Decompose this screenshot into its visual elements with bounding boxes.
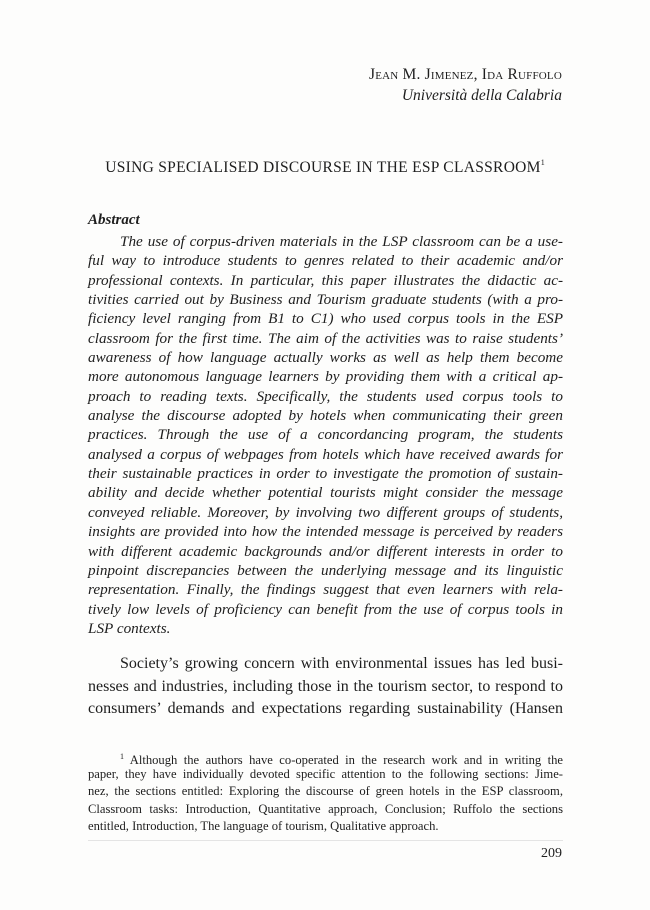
abstract-line: insights are provided into how the intended message is perceived by readers	[88, 523, 563, 541]
article-title-text: USING SPECIALISED DISCOURSE IN THE ESP CLASSROOM	[105, 159, 541, 176]
abstract-line: practices. Through the use of a concordancing program, the students	[88, 426, 563, 444]
footnote-mark: 1	[120, 752, 124, 761]
abstract-line: conveyed reliable. Moreover, by involving two different groups of students,	[88, 503, 563, 521]
footnote-line: Classroom tasks: Introduction, Quantitative approach, Conclusion; Ruffolo the sections	[88, 801, 563, 816]
abstract-line: The use of corpus-driven materials in the LSP classroom can be a use-	[120, 233, 563, 250]
author-block	[369, 64, 562, 106]
abstract-paragraph	[88, 232, 563, 638]
abstract-line: more autonomous language learners by providing them with a critical ap-	[88, 368, 563, 386]
abstract-line: ficiency level ranging from B1 to C1) who used corpus tools in the ESP	[88, 310, 563, 328]
abstract-line: classroom for the first time. The aim of the activities was to raise students’	[88, 329, 563, 347]
abstract-line: analyse the discourse adopted by hotels when communicating their green	[88, 407, 563, 425]
abstract-line: tivities carried out by Business and Tourism graduate students (with a pro-	[88, 291, 563, 309]
abstract-line: pinpoint discrepancies between the underlying message and its linguistic	[88, 561, 563, 579]
body-paragraph	[88, 653, 563, 721]
abstract-line: representation. Finally, the findings suggest that even learners with rela-	[88, 581, 563, 599]
footnote	[88, 748, 563, 836]
abstract-line: tively low levels of proficiency can benefit from the use of corpus tools in	[88, 600, 563, 618]
body-line: consumers’ demands and expectations regarding sustainability (Hansen	[88, 700, 563, 717]
author-names: Jean M. Jimenez, Ida Ruffolo	[368, 66, 562, 83]
abstract-line: awareness of how language actually works as well as help them become	[88, 349, 563, 367]
footnote-line: nez, the sections entitled: Exploring the discourse of green hotels in the ESP classroom,	[88, 784, 563, 798]
author-affiliation: Università della Calabria	[401, 87, 562, 104]
article-title	[88, 158, 562, 177]
footer-rule	[88, 840, 563, 841]
body-line: Society’s growing concern with environmental issues has led busi-	[120, 655, 563, 672]
footnote-line: entitled, Introduction, The language of tourism, Qualitative approach.	[88, 819, 439, 833]
footnote-line	[88, 748, 563, 766]
abstract-line: LSP contexts.	[88, 619, 171, 637]
abstract-heading: Abstract	[88, 212, 140, 228]
abstract-line: proach to reading texts. Specifically, the students used corpus tools to	[88, 387, 563, 405]
abstract-line: with different academic backgrounds and/or different interests in order to	[88, 542, 563, 560]
abstract-line: analysed a corpus of webpages from hotels which have received awards for	[88, 445, 563, 463]
abstract-line: professional contexts. In particular, this paper illustrates the didactic ac-	[88, 271, 563, 289]
page-number: 209	[541, 846, 562, 861]
footnote-line: paper, they have individually devoted specific attention to the following sections: Jime-	[88, 766, 563, 781]
abstract-line: ful way to introduce students to genres related to their academic and/or	[88, 252, 563, 270]
abstract-line: their sustainable practices in order to investigate the promotion of sustain-	[88, 465, 563, 483]
body-line: nesses and industries, including those in the tourism sector, to respond to	[88, 677, 563, 695]
abstract-line: ability and decide whether potential tourists might consider the message	[88, 484, 563, 502]
footnote-first-line-text: Although the authors have co-operated in the research work and in writing the	[129, 753, 563, 767]
title-footnote-mark: 1	[540, 158, 545, 167]
